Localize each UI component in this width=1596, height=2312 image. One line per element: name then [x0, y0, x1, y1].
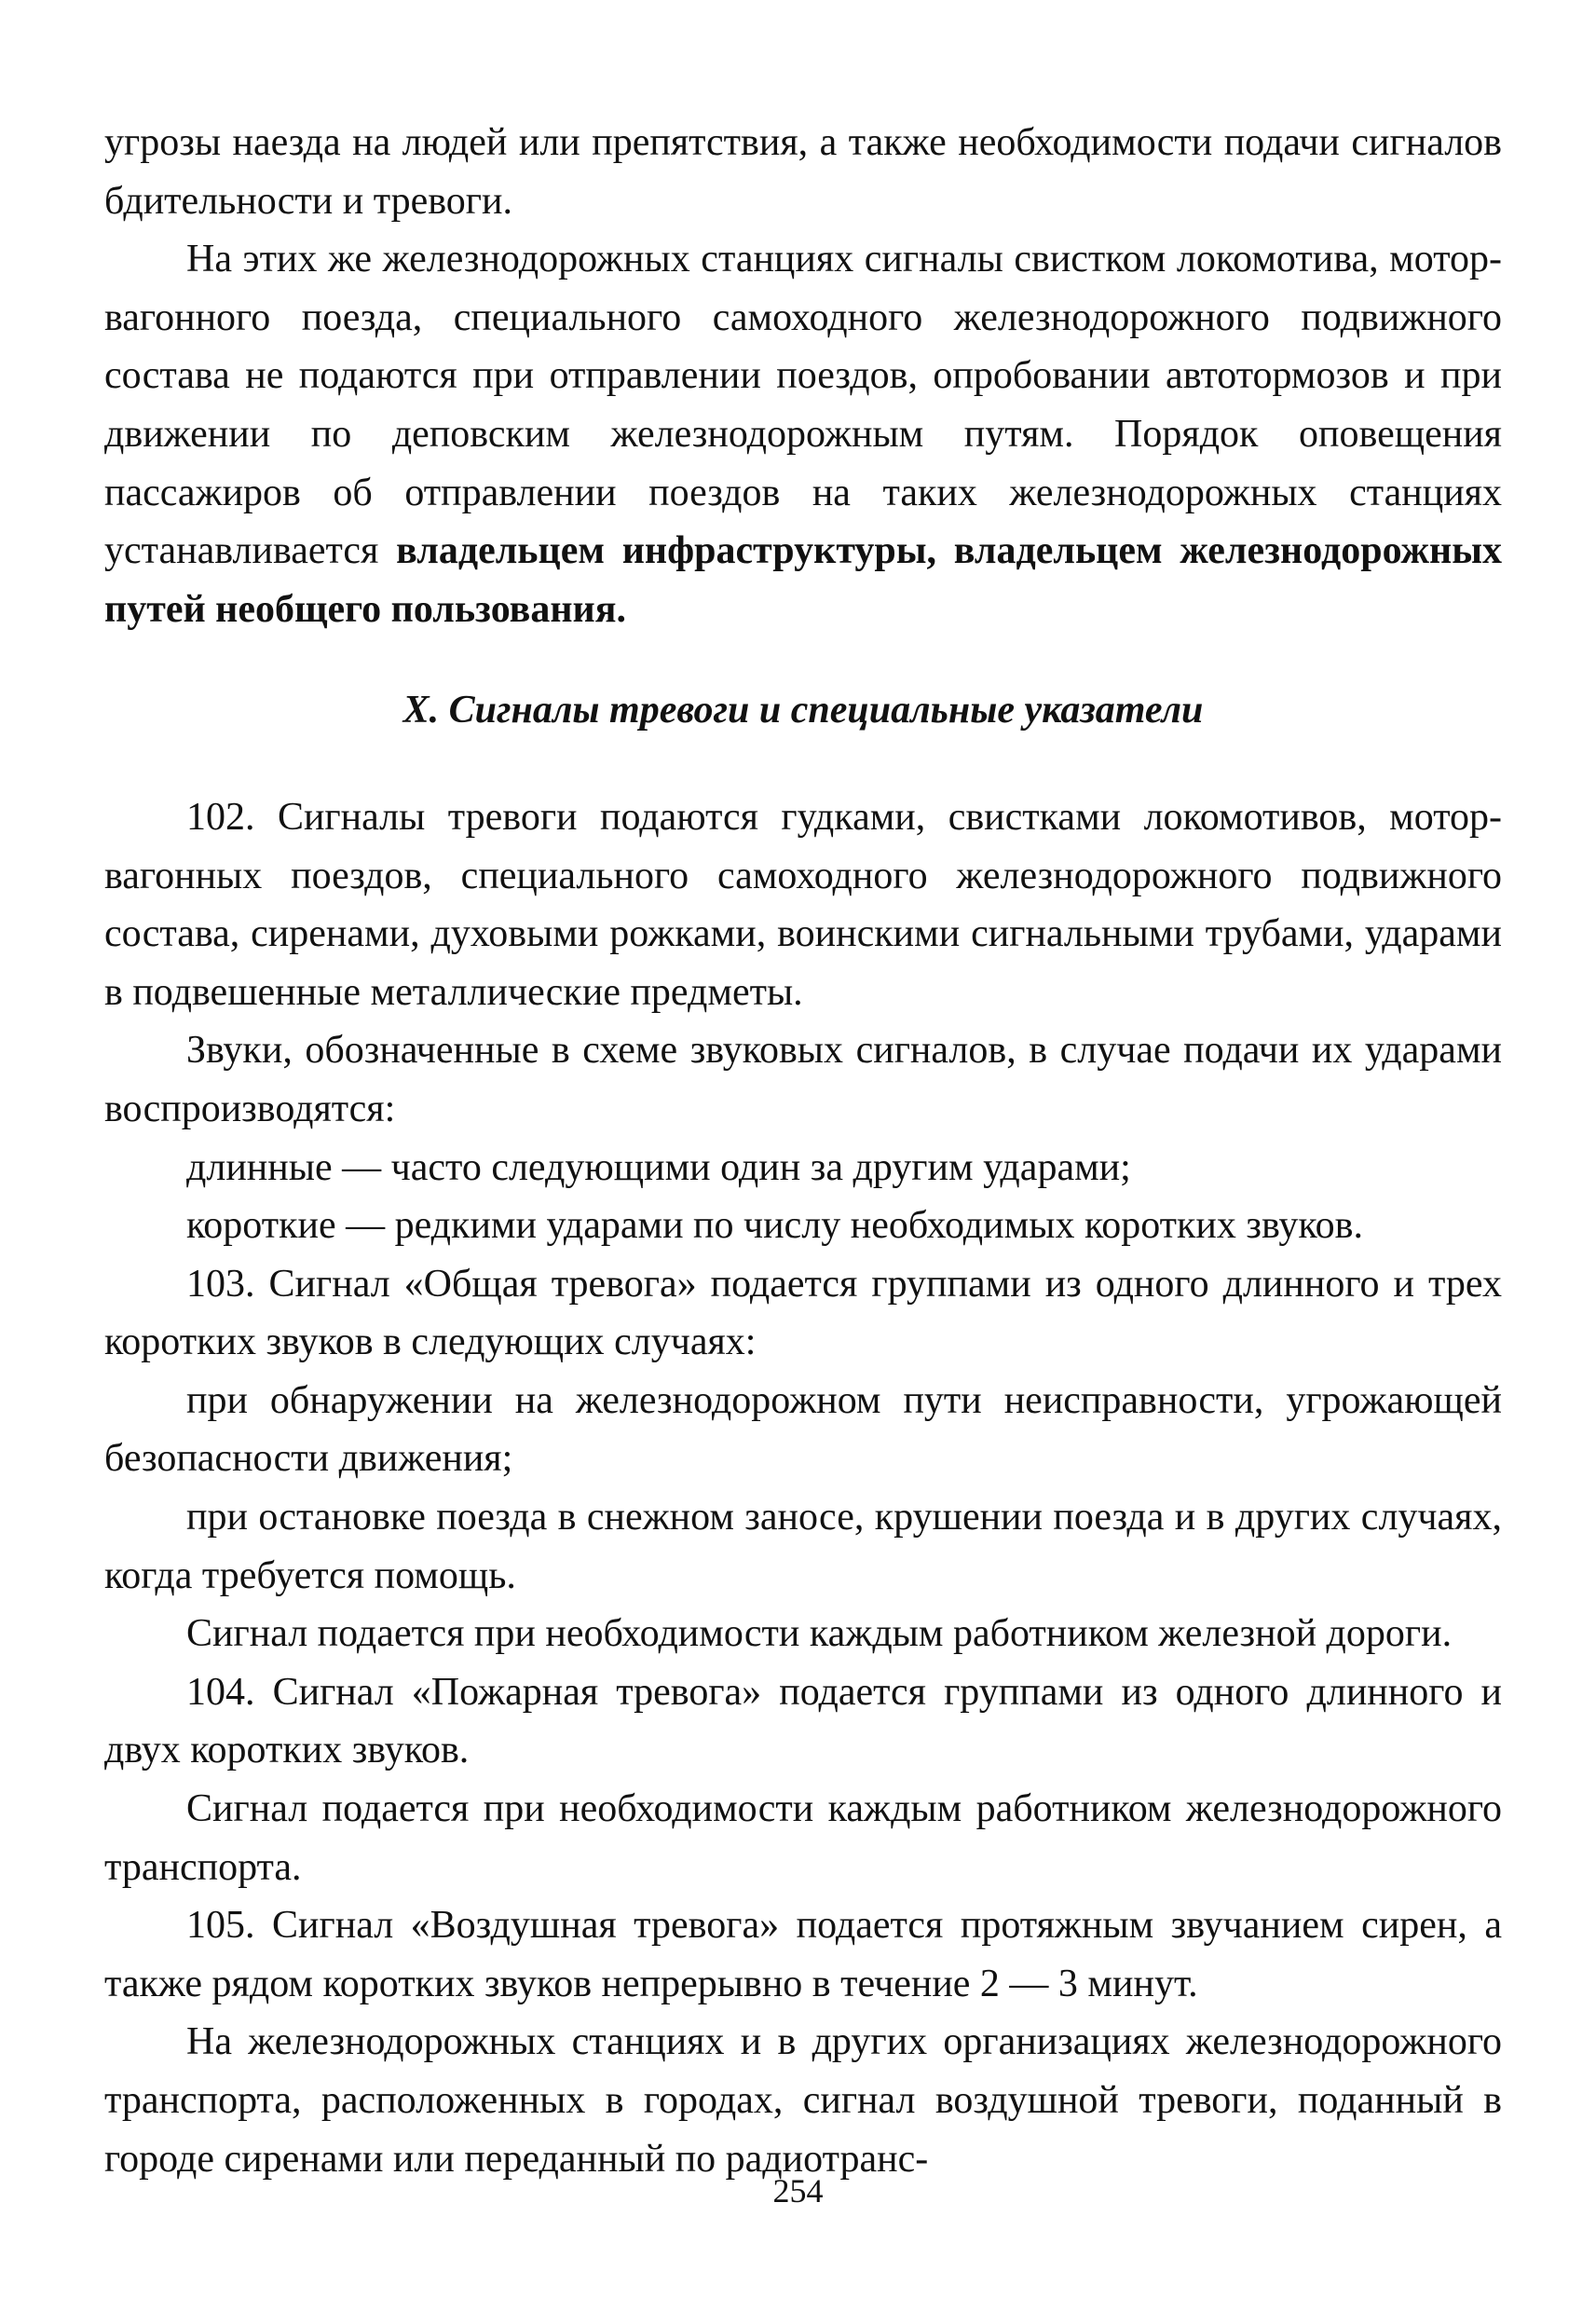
document-page [104, 114, 1502, 2188]
paragraph-stations [104, 230, 1502, 638]
paragraph-stations-text: На этих же железнодорожных станциях сигналы свистком локомотива, мотор-вагонного поезда, специального самоходного железнодорожного подвижного состава не подаются при отправлении поездов, опробовании автотормозов и при движении по деповским железнодорожным путям. Порядок оповещения пассажиров об отправлении поездов на таких железнодорожных станциях устанавливается [104, 238, 1502, 573]
paragraph-stations-bold: владельцем инфраструктуры, владельцем железнодорожных путей необщего пользования. [104, 529, 1502, 631]
paragraph-102: 102. Сигналы тревоги подаются гудками, свистками локомотивов, мотор-вагонных поездов, специального самоходного железнодорожного подвижного состава, сиренами, духовыми рожками, воинскими сигнальными трубами, ударами в подвешенные металлические предметы. [104, 795, 1502, 1014]
paragraph-103: 103. Сигнал «Общая тревога» подается группами из одного длинного и трех коротких звуков в следующих случаях: [104, 1262, 1502, 1364]
paragraph-102-sounds: Звуки, обозначенные в схеме звуковых сигналов, в случае подачи их ударами воспроизводятся: [104, 1029, 1502, 1130]
paragraph-104: 104. Сигнал «Пожарная тревога» подается группами из одного длинного и двух коротких звуков. [104, 1670, 1502, 1772]
paragraph-104-note: Сигнал подается при необходимости каждым работником железнодорожного транспорта. [104, 1787, 1502, 1889]
paragraph-103-note: Сигнал подается при необходимости каждым работником железной дороги. [186, 1612, 1453, 1656]
paragraph-102-short: короткие — редкими ударами по числу необходимых коротких звуков. [186, 1204, 1363, 1248]
page-number: 254 [772, 2172, 824, 2209]
paragraph-102-long: длинные — часто следующими один за другим ударами; [186, 1145, 1131, 1189]
paragraph-105-stations: На железнодорожных станциях и в других организациях железнодорожного транспорта, расположенных в городах, сигнал воздушной тревоги, поданный в городе сиренами или переданный по радиотранс- [104, 2020, 1502, 2181]
paragraph-105: 105. Сигнал «Воздушная тревога» подается протяжным звучанием сирен, а также рядом коротких звуков непрерывно в течение 2 — 3 минут. [104, 1904, 1502, 2005]
paragraph-continuation: угрозы наезда на людей или препятствия, а также необходимости подачи сигналов бдительности и тревоги. [104, 121, 1502, 223]
paragraph-103-case-1: при обнаружении на железнодорожном пути неисправности, угрожающей безопасности движения; [104, 1378, 1502, 1481]
paragraph-103-case-2: при остановке поезда в снежном заносе, крушении поезда и в других случаях, когда требуется помощь. [104, 1496, 1502, 1597]
section-title: X. Сигналы тревоги и специальные указатели [402, 689, 1204, 732]
